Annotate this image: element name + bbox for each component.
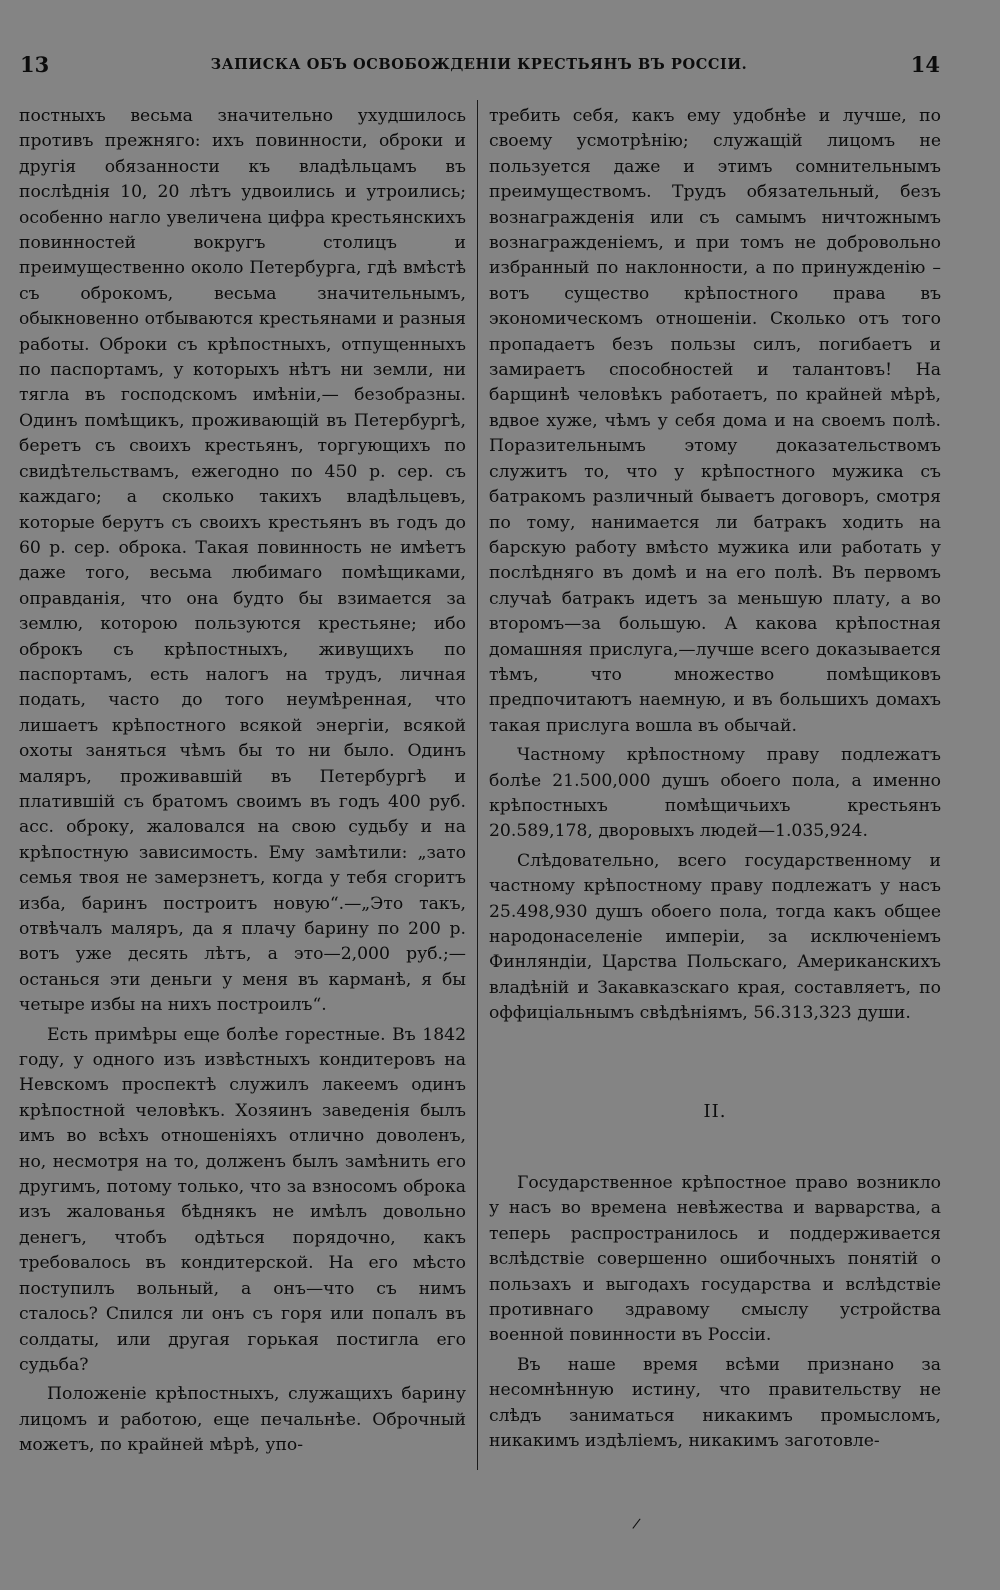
paragraph: требить себя, какъ ему удобнѣе и лучше, по своему усмотрѣнію; служащій лицомъ не пользуется даже и этимъ сомнительнымъ преимуществомъ. Трудъ обязательный, безъ вознагражденія или съ самымъ ничтожнымъ вознагражденіемъ, и при томъ не добровольно избранный по наклонности, а по принужденію – вотъ существо крѣпостного права въ экономическомъ отношеніи. Сколько отъ того пропадаетъ безъ пользы силъ, погибаетъ и замираетъ способностей и талантовъ! На барщинѣ человѣкъ работаетъ, по крайней мѣрѣ, вдвое хуже, чѣмъ у себя дома и на своемъ полѣ. Поразительнымъ этому доказательствомъ служитъ то, что у крѣпостного мужика съ батракомъ различный бываетъ договоръ, смотря по тому, нанимается ли батракъ ходить на барскую работу вмѣсто мужика или работать у послѣдняго въ домѣ и на его полѣ. Въ первомъ случаѣ батракъ идетъ за меньшую плату, а во второмъ—за большую. А какова крѣпостная домашняя прислуга,—лучше всего доказывается тѣмъ, что множество помѣщиковъ предпочитаютъ наемную, и въ большихъ домахъ такая прислуга вошла въ обычай. (489, 106, 941, 736)
left-column (19, 104, 466, 1459)
paragraph: Въ наше время всѣми признано за несомнѣнную истину, что правительству не слѣдъ заниматься никакимъ промысломъ, никакимъ издѣліемъ, никакимъ заготовле- (489, 1354, 941, 1452)
stray-mark: / (631, 1515, 642, 1533)
paragraph: постныхъ весьма значительно ухудшилось противъ прежняго: ихъ повинности, оброки и другія обязанности къ владѣльцамъ въ послѣднія 10, 20 лѣтъ удвоились и утроились; особенно нагло увеличена цифра крестьянскихъ повинностей вокругъ столицъ и преимущественно около Петербурга, гдѣ вмѣстѣ съ оброкомъ, весьма значительнымъ, обыкновенно отбываются крестьянами и разныя работы. Оброки съ крѣпостныхъ, отпущенныхъ по паспортамъ, у которыхъ нѣтъ ни земли, ни тягла въ господскомъ имѣніи,— безобразны. Одинъ помѣщикъ, проживающій въ Петербургѣ, беретъ съ своихъ крестьянъ, торгующихъ по свидѣтельствамъ, ежегодно по 450 р. сер. съ каждаго; а сколько такихъ владѣльцевъ, которые берутъ съ своихъ крестьянъ въ годъ до 60 р. сер. оброка. Такая повинность не имѣетъ даже того, весьма любимаго помѣщиками, оправданія, что она будто бы взимается за землю, которою пользуются крестьяне; ибо оброкъ съ крѣпостныхъ, живущихъ по паспортамъ, есть налогъ на трудъ, личная подать, часто до того неумѣренная, что лишаетъ крѣпостного всякой энергіи, всякой охоты заняться чѣмъ бы то ни было. Одинъ маляръ, проживавшій въ Петербургѣ и платившій съ братомъ своимъ въ годъ 400 руб. асс. оброку, жаловался на свою судьбу и на крѣпостную зависимость. Ему замѣтили: „зато семья твоя не замерзнетъ, когда у тебя сгоритъ изба, баринъ построитъ новую“.—„Это такъ, отвѣчалъ маляръ, да я плачу барину по 200 р. вотъ уже десять лѣтъ, а это—2,000 руб.;—останься эти деньги у меня въ карманѣ, я бы четыре избы на нихъ построилъ“. (19, 106, 466, 1016)
right-page-number: 14 (910, 52, 940, 77)
column-divider (477, 100, 478, 1470)
right-column (489, 104, 941, 1455)
paragraph: Положеніе крѣпостныхъ, служащихъ барину лицомъ и работою, еще печальнѣе. Оброчный можетъ, по крайней мѣрѣ, упо- (19, 1384, 466, 1456)
running-title: ЗАПИСКА ОБЪ ОСВОБОЖДЕНІИ КРЕСТЬЯНЪ ВЪ РОССІИ. (210, 56, 748, 73)
paragraph: Государственное крѣпостное право возникло у насъ во времена невѣжества и варварства, а теперь распространилось и поддерживается вслѣдствіе совершенно ошибочныхъ понятій о пользахъ и выгодахъ государства и вслѣдствіе противнаго здравому смыслу устройства военной повинности въ Россіи. (489, 1173, 941, 1346)
section-heading: II. (703, 1100, 727, 1122)
paragraph: Есть примѣры еще болѣе горестные. Въ 1842 году, у одного изъ извѣстныхъ кондитеровъ на Невскомъ проспектѣ служилъ лакеемъ одинъ крѣпостной человѣкъ. Хозяинъ заведенія былъ имъ во всѣхъ отношеніяхъ отлично доволенъ, но, несмотря на то, долженъ былъ замѣнить его другимъ, потому только, что за взносомъ оброка изъ жалованья бѣднякъ не имѣлъ довольно денегъ, чтобъ одѣться порядочно, какъ требовалось въ кондитерской. На его мѣсто поступилъ вольный, а онъ—что съ нимъ сталось? Спился ли онъ съ горя или попалъ въ солдаты, или другая горькая постигла его судьба? (19, 1024, 466, 1375)
running-header (18, 52, 940, 80)
paragraph: Частному крѣпостному праву подлежатъ болѣе 21.500,000 душъ обоего пола, а именно крѣпостныхъ помѣщичьихъ крестьянъ 20.589,178, дворовыхъ людей—1.035,924. (489, 745, 941, 842)
paragraph: Слѣдовательно, всего государственному и частному крѣпостному праву подлежатъ у насъ 25.498,930 душъ обоего пола, тогда какъ общее народонаселеніе имперіи, за исключеніемъ Финляндіи, Царства Польскаго, Американскихъ владѣній и Закавказскаго края, составляетъ, по оффиціальнымъ свѣдѣніямъ, 56.313,323 души. (489, 850, 941, 1024)
left-page-number: 13 (20, 52, 50, 77)
